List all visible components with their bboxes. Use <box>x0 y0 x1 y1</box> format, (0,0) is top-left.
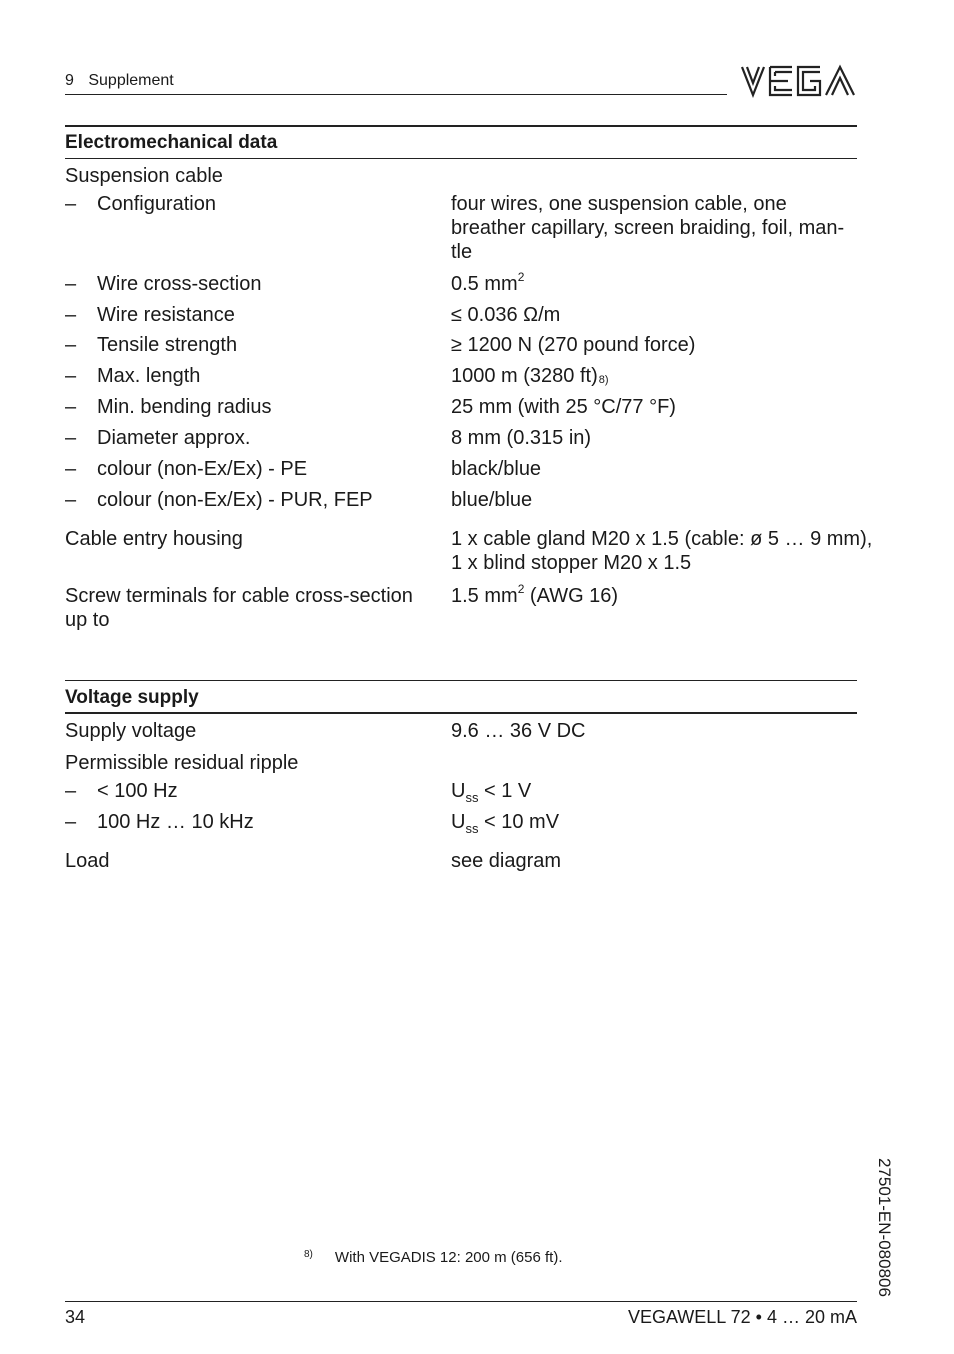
spec-value: 0.5 $mm^2$ <box>451 270 525 295</box>
label-line: up to <box>65 609 110 631</box>
list-dash: – <box>65 811 77 833</box>
load-label: Load <box>65 850 110 872</box>
suspension-cable-label: Suspension cable <box>65 165 223 187</box>
spec-label: < 100 Hz <box>97 780 178 802</box>
list-dash: – <box>65 365 77 387</box>
label-line: Screw terminals for cable cross-section <box>65 585 413 607</box>
spec-label: 100 Hz … 10 kHz <box>97 811 254 833</box>
spec-label: Wire resistance <box>97 304 235 326</box>
value-line: 1 x cable gland M20 x 1.5 (cable: ø 5 … 9 mm), <box>451 528 873 550</box>
section-number: 9 <box>65 72 74 89</box>
section-heading-rule <box>65 158 857 159</box>
supply-voltage-value: 9.6 … 36 V DC <box>451 720 586 742</box>
spec-value: $U_{ss} < 1$ V <box>451 780 532 805</box>
list-dash: – <box>65 489 77 511</box>
cable-entry-value <box>451 527 872 575</box>
spec-value: $U_{ss} < 10$ mV <box>451 811 560 836</box>
header-rule <box>65 94 727 95</box>
running-header <box>65 72 174 90</box>
list-dash: – <box>65 193 77 215</box>
list-dash: – <box>65 396 77 418</box>
spec-label: Min. bending radius <box>97 396 272 418</box>
screw-terminals-label <box>65 584 413 632</box>
spec-value <box>451 192 844 264</box>
page-number: 34 <box>65 1307 86 1327</box>
vega-logo <box>740 64 858 98</box>
value-line: breather capillary, screen braiding, foil, man- <box>451 217 845 239</box>
spec-label: Max. length <box>97 365 201 387</box>
spec-value: ≥ 1200 N (270 pound force) <box>451 334 696 356</box>
spec-label: Tensile strength <box>97 334 238 356</box>
section-title: Supplement <box>88 72 174 89</box>
screw-terminals-value: 1.5 $mm^2$ (AWG 16) <box>451 582 619 607</box>
value-line: four wires, one suspension cable, one <box>451 193 787 215</box>
section-heading-electromechanical: Electromechanical data <box>65 132 278 153</box>
spec-label: colour (non-Ex/Ex) - PE <box>97 458 308 480</box>
section-top-rule <box>65 680 857 681</box>
spec-label: Configuration <box>97 193 216 215</box>
value-line: tle <box>451 241 473 263</box>
list-dash: – <box>65 304 77 326</box>
spec-value: 8 mm (0.315 in) <box>451 427 592 449</box>
footnote <box>304 1249 563 1266</box>
list-dash: – <box>65 427 77 449</box>
footnote-text: With VEGADIS 12: 200 m (656 ft). <box>334 1249 563 1266</box>
spec-value: blue/blue <box>451 489 533 511</box>
section-top-rule <box>65 125 857 127</box>
section-heading-rule <box>65 712 857 714</box>
cable-entry-label: Cable entry housing <box>65 528 243 550</box>
supply-voltage-label: Supply voltage <box>65 720 197 742</box>
spec-label: Wire cross-section <box>97 273 262 295</box>
load-value: see diagram <box>451 850 562 872</box>
list-dash: – <box>65 334 77 356</box>
list-dash: – <box>65 780 77 802</box>
product-name: VEGAWELL 72 • 4 … 20 mA <box>627 1307 857 1327</box>
list-dash: – <box>65 273 77 295</box>
section-heading-voltage: Voltage supply <box>65 687 199 708</box>
footer-rule <box>65 1301 857 1302</box>
footnote-mark: 8) <box>304 1249 313 1260</box>
document-id: 27501-EN-080806 <box>875 1158 894 1297</box>
spec-label: Diameter approx. <box>97 427 251 449</box>
spec-value: 25 mm (with 25 °C/77 °F) <box>451 396 676 418</box>
value-line: 1 x blind stopper M20 x 1.5 <box>451 552 692 574</box>
spec-value: 1000 m (3280 ft)8) <box>451 365 609 387</box>
spec-value: black/blue <box>451 458 542 480</box>
spec-label: colour (non-Ex/Ex) - PUR, FEP <box>97 489 373 511</box>
spec-value: ≤ 0.036 Ω/m <box>451 304 561 326</box>
list-dash: – <box>65 458 77 480</box>
ripple-label: Permissible residual ripple <box>65 752 299 774</box>
footnote-ref: 8) <box>598 374 609 386</box>
